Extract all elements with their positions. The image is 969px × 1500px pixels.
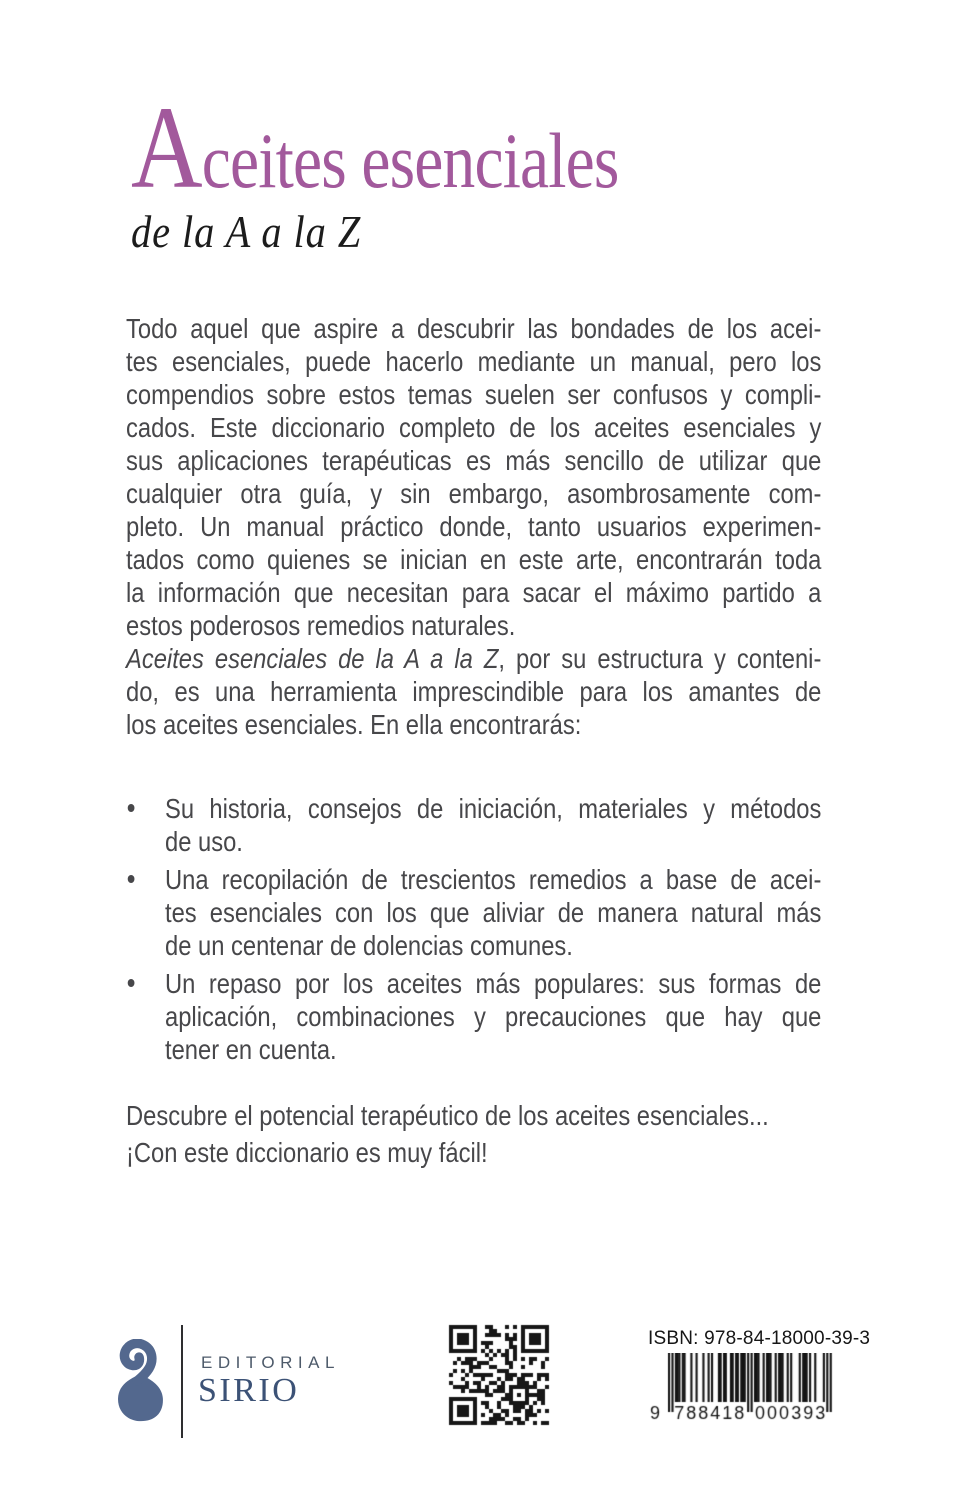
closing-tagline <box>126 1097 821 1171</box>
blurb-line: Un repaso por los aceites más populares: sus formas de <box>165 968 822 999</box>
blurb-line: Aceites esenciales de la A a la Z, por su estructura y conteni- <box>126 643 822 674</box>
blurb-line: los aceites esenciales. En ella encontrarás: <box>126 709 582 740</box>
qr-code <box>444 1320 554 1430</box>
book-title <box>131 82 619 213</box>
blurb-line: Su historia, consejos de iniciación, materiales y métodos <box>165 793 822 824</box>
blurb-line: tes esenciales, puede hacerlo mediante un manual, pero los <box>126 346 822 377</box>
title-initial: A <box>131 82 202 213</box>
blurb-line: tes esenciales con los que aliviar de manera natural más <box>165 897 822 928</box>
blurb-line: aplicación, combinaciones y precauciones que hay que <box>165 1001 822 1032</box>
book-title-inline: Aceites esenciales de la A a la Z <box>126 643 499 674</box>
blurb-line: compendios sobre estos temas suelen ser confusos y compli- <box>126 379 822 410</box>
blurb-line: de uso. <box>165 826 243 857</box>
blurb-line: Una recopilación de trescientos remedios a base de acei- <box>165 864 822 895</box>
publisher-label: EDITORIAL <box>201 1353 340 1372</box>
sirio-swan-icon <box>111 1339 169 1425</box>
blurb-line: de un centenar de dolencias comunes. <box>165 930 573 961</box>
blurb-line: estos poderosos remedios naturales. <box>126 610 516 641</box>
blurb-line: pleto. Un manual práctico donde, tanto usuarios experimen- <box>126 511 822 542</box>
bullet-marker <box>128 875 135 883</box>
blurb-line: do, es una herramienta imprescindible para los amantes de <box>126 676 822 707</box>
publisher-name: SIRIO <box>198 1372 300 1409</box>
title-rest: ceites esenciales <box>201 117 619 204</box>
blurb-line: cados. Este diccionario completo de los aceites esenciales y <box>126 412 822 443</box>
blurb-line: tener en cuenta. <box>165 1034 337 1065</box>
ean-barcode <box>648 1353 848 1423</box>
blurb-line: la información que necesitan para sacar el máximo partido a <box>126 577 822 608</box>
blurb-line: cualquier otra guía, y sin embargo, asombrosamente com- <box>126 478 822 509</box>
barcode-block <box>648 1328 871 1428</box>
closing-line: ¡Con este diccionario es muy fácil! <box>126 1137 488 1168</box>
blurb-line: tados como quienes se inician en este arte, encontrarán toda <box>126 544 822 575</box>
bullet-marker <box>128 979 135 987</box>
blurb-line: Todo aquel que aspire a descubrir las bondades de los acei- <box>126 313 822 344</box>
isbn-label: ISBN: 978-84-18000-39-3 <box>648 1328 871 1349</box>
bullet-marker <box>128 804 135 812</box>
list-item <box>126 863 821 962</box>
list-item <box>126 967 821 1066</box>
closing-line: Descubre el potencial terapéutico de los aceites esenciales... <box>126 1100 769 1131</box>
logo-divider <box>181 1325 183 1438</box>
book-subtitle: de la A a la Z <box>131 206 362 257</box>
list-item <box>126 792 821 858</box>
blurb-line: sus aplicaciones terapéuticas es más sencillo de utilizar que <box>126 445 822 476</box>
blurb <box>126 312 821 1171</box>
feature-list <box>126 792 821 1066</box>
